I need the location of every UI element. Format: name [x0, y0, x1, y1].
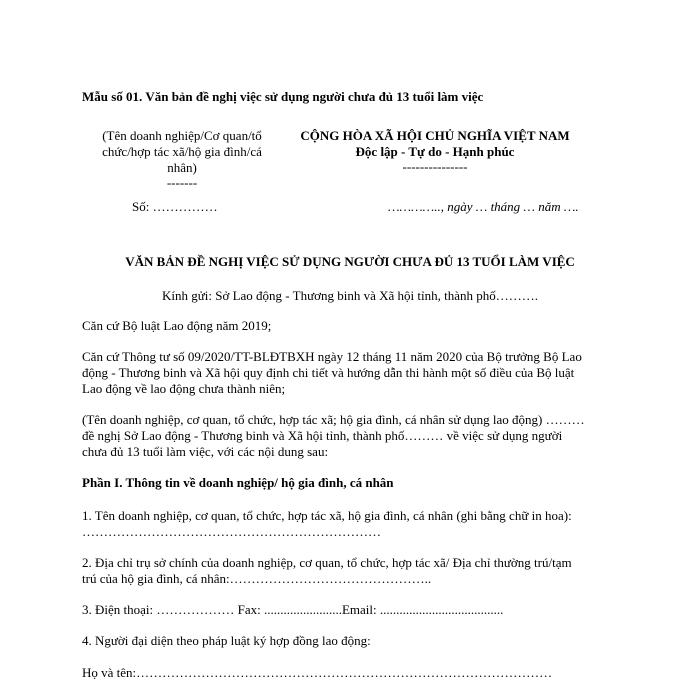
item-2-line-2: trú của hộ gia đình, cá nhân:………………………………………..: [82, 571, 432, 586]
legal-basis-2-line-2: động - Thương binh và Xã hội quy định chi tiết và hướng dẫn thi hành một số điều của Bộ luật: [82, 365, 575, 380]
form-title: Mẫu số 01. Văn bản đề nghị việc sử dụng người chưa đủ 13 tuổi làm việc: [82, 89, 484, 104]
intro-line-3: chưa đủ 13 tuổi làm việc, với các nội dung sau:: [82, 444, 329, 459]
recipient-line: Kính gửi: Sở Lao động - Thương binh và Xã hội tỉnh, thành phố……….: [161, 288, 539, 303]
document-number: Số: ……………: [132, 199, 218, 214]
national-motto: Độc lập - Tự do - Hạnh phúc: [355, 144, 515, 159]
item-2-line-1: 2. Địa chỉ trụ sở chính của doanh nghiệp, cơ quan, tổ chức, hợp tác xã/ Địa chỉ thường trú/tạm: [82, 555, 572, 570]
legal-basis-1: Căn cứ Bộ luật Lao động năm 2019;: [82, 318, 272, 333]
motto-separator: ---------------: [402, 159, 468, 174]
representative-name-field: Họ và tên:……………………………………………………………………………………: [82, 665, 553, 680]
legal-basis-2-line-1: Căn cứ Thông tư số 09/2020/TT-BLĐTBXH ngày 12 tháng 11 năm 2020 của Bộ trưởng Bộ Lao: [82, 349, 582, 364]
intro-line-2: đề nghị Sở Lao động - Thương binh và Xã hội tỉnh, thành phố……… về việc sử dụng người: [82, 428, 563, 443]
item-3-contact: 3. Điện thoại: ……………… Fax: ........................Email: ......................................: [82, 602, 504, 617]
item-1-fill-line: ……………………………………………………………: [82, 524, 381, 539]
intro-line-1: (Tên doanh nghiệp, cơ quan, tổ chức, hợp tác xã; hộ gia đình, cá nhân sử dụng lao động) ………: [82, 412, 585, 427]
nation-name: CỘNG HÒA XÃ HỘI CHỦ NGHĨA VIỆT NAM: [300, 128, 570, 143]
item-4-representative: 4. Người đại diện theo pháp luật ký hợp đồng lao động:: [82, 633, 371, 648]
legal-basis-2-line-3: Lao động về lao động chưa thành niên;: [82, 381, 286, 396]
issuer-separator: -------: [166, 175, 198, 190]
issuer-line-2: chức/hợp tác xã/hộ gia đình/cá: [102, 144, 262, 159]
issuer-line-3: nhân): [167, 160, 197, 175]
issuer-line-1: (Tên doanh nghiệp/Cơ quan/tổ: [102, 128, 262, 143]
place-date: ………….., ngày … tháng … năm ….: [388, 199, 579, 214]
section-1-title: Phần I. Thông tin về doanh nghiệp/ hộ gia đình, cá nhân: [82, 475, 394, 490]
document-title: VĂN BẢN ĐỀ NGHỊ VIỆC SỬ DỤNG NGƯỜI CHƯA ĐỦ 13 TUỔI LÀM VIỆC: [125, 254, 575, 269]
item-1-label: 1. Tên doanh nghiệp, cơ quan, tổ chức, hợp tác xã, hộ gia đình, cá nhân (ghi bằng chữ in hoa):: [82, 508, 572, 523]
